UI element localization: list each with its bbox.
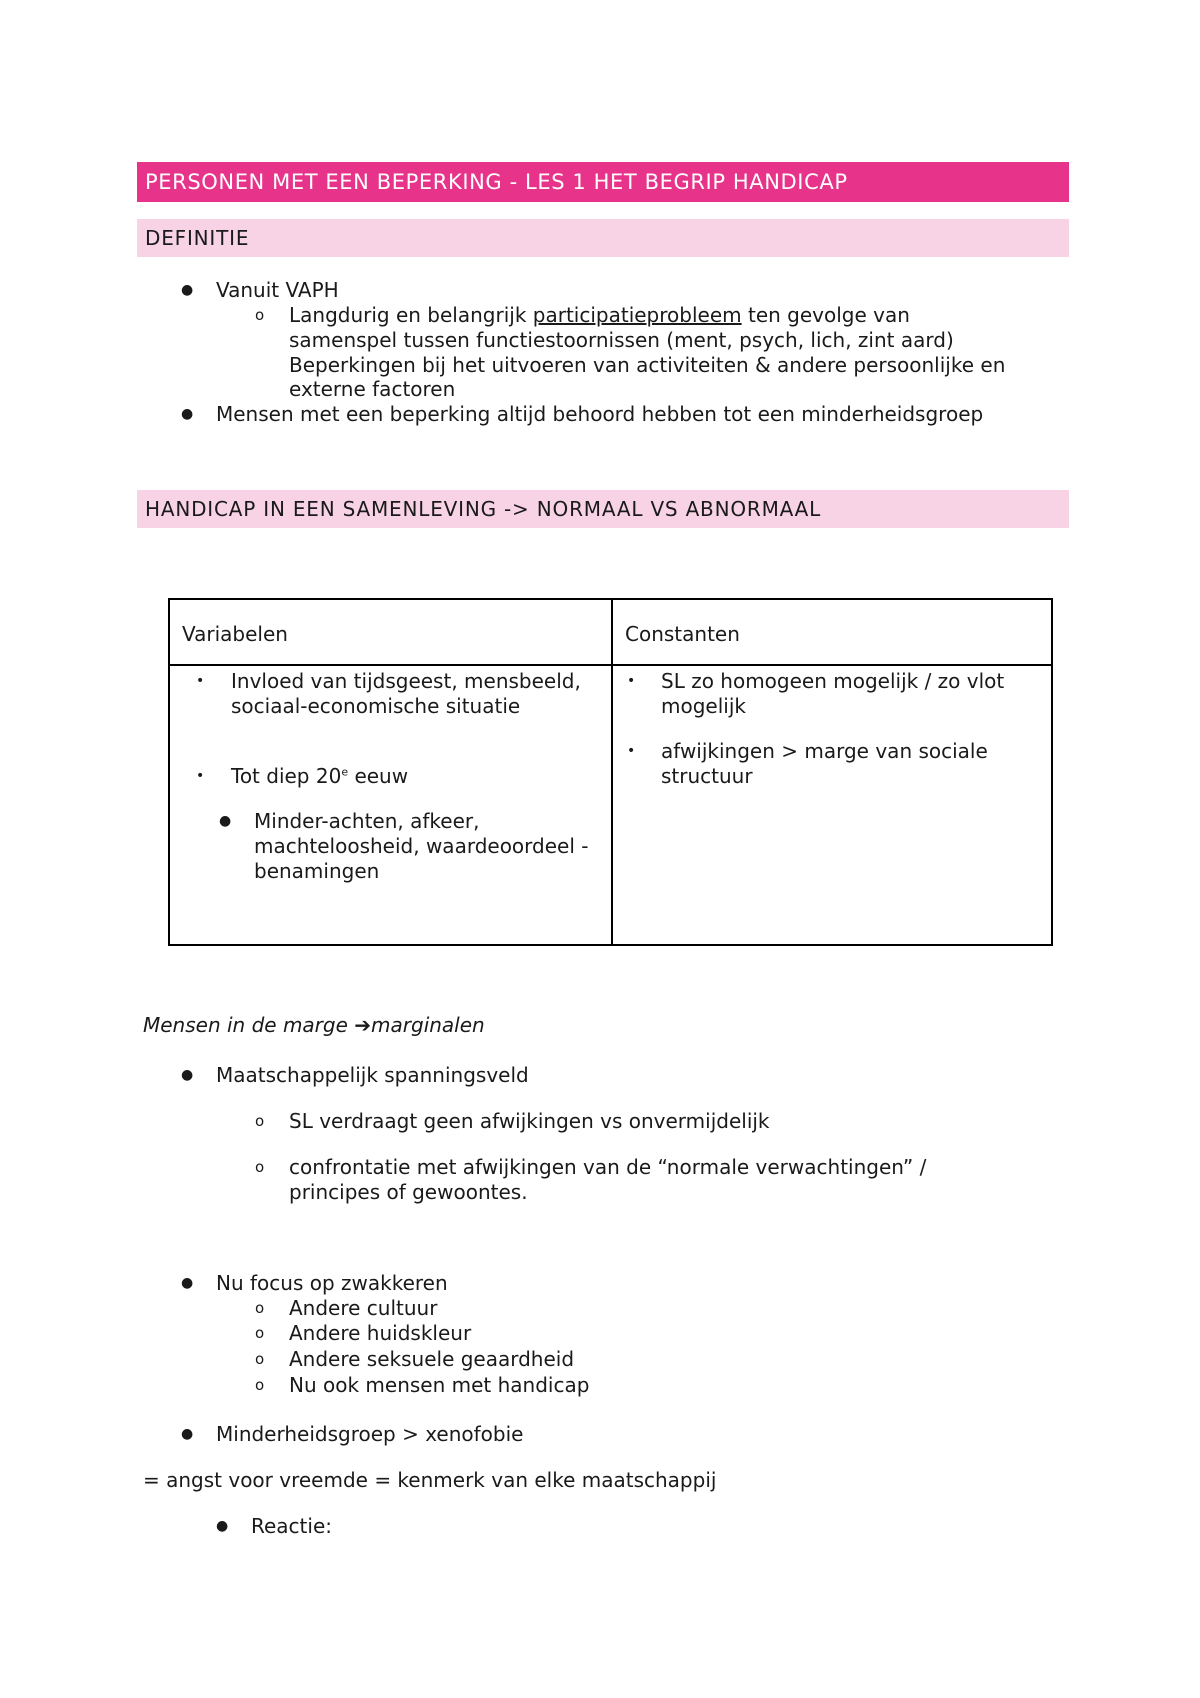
table-list-subitem: Minder-achten, afkeer, machteloosheid, waardeoordeel - benamingen [254,809,589,883]
list-subitem: Andere cultuur [289,1296,438,1320]
list-subitem-line: principes of gewoontes. [289,1180,528,1204]
list-subitem-line: samenspel tussen functiestoornissen (ment, psych, lich, zint aard) [289,328,954,352]
list-subitem: Andere seksuele geaardheid [289,1347,575,1371]
text-span: marginalen [371,1013,485,1037]
bullet-icon: ● [216,1518,229,1534]
section-heading-handicap: HANDICAP IN EEN SAMENLEVING -> NORMAAL VS ABNORMAAL [137,490,1069,528]
bullet-icon: ● [181,406,194,422]
circle-bullet-icon: o [255,1324,265,1342]
bullet-icon: • [196,768,205,784]
list-subitem: SL verdraagt geen afwijkingen vs onvermijdelijk [289,1109,770,1133]
section-heading-definitie: DEFINITIE [137,219,1069,257]
table-header-row [169,599,1052,665]
circle-bullet-icon: o [255,1158,265,1176]
list-subitem: confrontatie met afwijkingen van de “normale verwachtingen” / [289,1155,927,1179]
table-list-item [231,764,601,789]
superscript: e [341,765,349,779]
list-subitem: Andere huidskleur [289,1321,472,1345]
table-list-item: Invloed van tijdsgeest, mensbeeld, sociaal-economische situatie [231,669,581,718]
table-list-item: SL zo homogeen mogelijk / zo vlot mogelijk [661,669,1005,718]
bullet-icon: ● [181,1426,194,1442]
bullet-icon: ● [181,1275,194,1291]
paragraph-line: = angst voor vreemde = kenmerk van elke maatschappij [143,1468,717,1492]
table-header-cell [612,599,1052,665]
text-span: Tot diep 20 [231,764,342,788]
list-item: Reactie: [251,1514,332,1538]
underlined-term: participatieprobleem [532,303,742,327]
text-span: Mensen in de marge [143,1013,355,1037]
list-item: Vanuit VAPH [216,278,339,302]
circle-bullet-icon: o [255,1299,265,1317]
list-subitem-line: externe factoren [289,377,456,401]
arrow-right-icon: ➔ [354,1013,372,1037]
bullet-icon: • [196,673,205,689]
italic-subheading [143,1013,485,1038]
bullet-icon: • [627,743,636,759]
table-row [169,665,1052,945]
table-list-item: afwijkingen > marge van sociale structuur [661,739,988,788]
column-header-constanten: Constanten [625,622,740,646]
bullet-icon: ● [181,282,194,298]
bullet-icon: ● [181,1067,194,1083]
text-span: ten gevolge van [741,303,910,327]
text-span: Langdurig en belangrijk [289,303,533,327]
list-subitem-line: Beperkingen bij het uitvoeren van activiteiten & andere persoonlijke en [289,353,1006,377]
table-cell-variabelen [169,665,612,945]
table-header-cell [169,599,612,665]
list-item: Nu focus op zwakkeren [216,1271,448,1295]
main-heading: PERSONEN MET EEN BEPERKING - LES 1 HET BEGRIP HANDICAP [137,162,1069,202]
list-item: Minderheidsgroep > xenofobie [216,1422,524,1446]
bullet-icon: • [627,673,636,689]
list-subitem: Nu ook mensen met handicap [289,1373,590,1397]
comparison-table [168,598,1053,946]
list-subitem [289,303,910,328]
text-span: eeuw [348,764,409,788]
list-item: Maatschappelijk spanningsveld [216,1063,529,1087]
circle-bullet-icon: o [255,1112,265,1130]
column-header-variabelen: Variabelen [182,622,288,646]
list-item: Mensen met een beperking altijd behoord hebben tot een minderheidsgroep [216,402,984,426]
circle-bullet-icon: o [255,306,265,324]
circle-bullet-icon: o [255,1376,265,1394]
table-cell-constanten [612,665,1052,945]
bullet-icon: ● [219,813,232,829]
circle-bullet-icon: o [255,1350,265,1368]
